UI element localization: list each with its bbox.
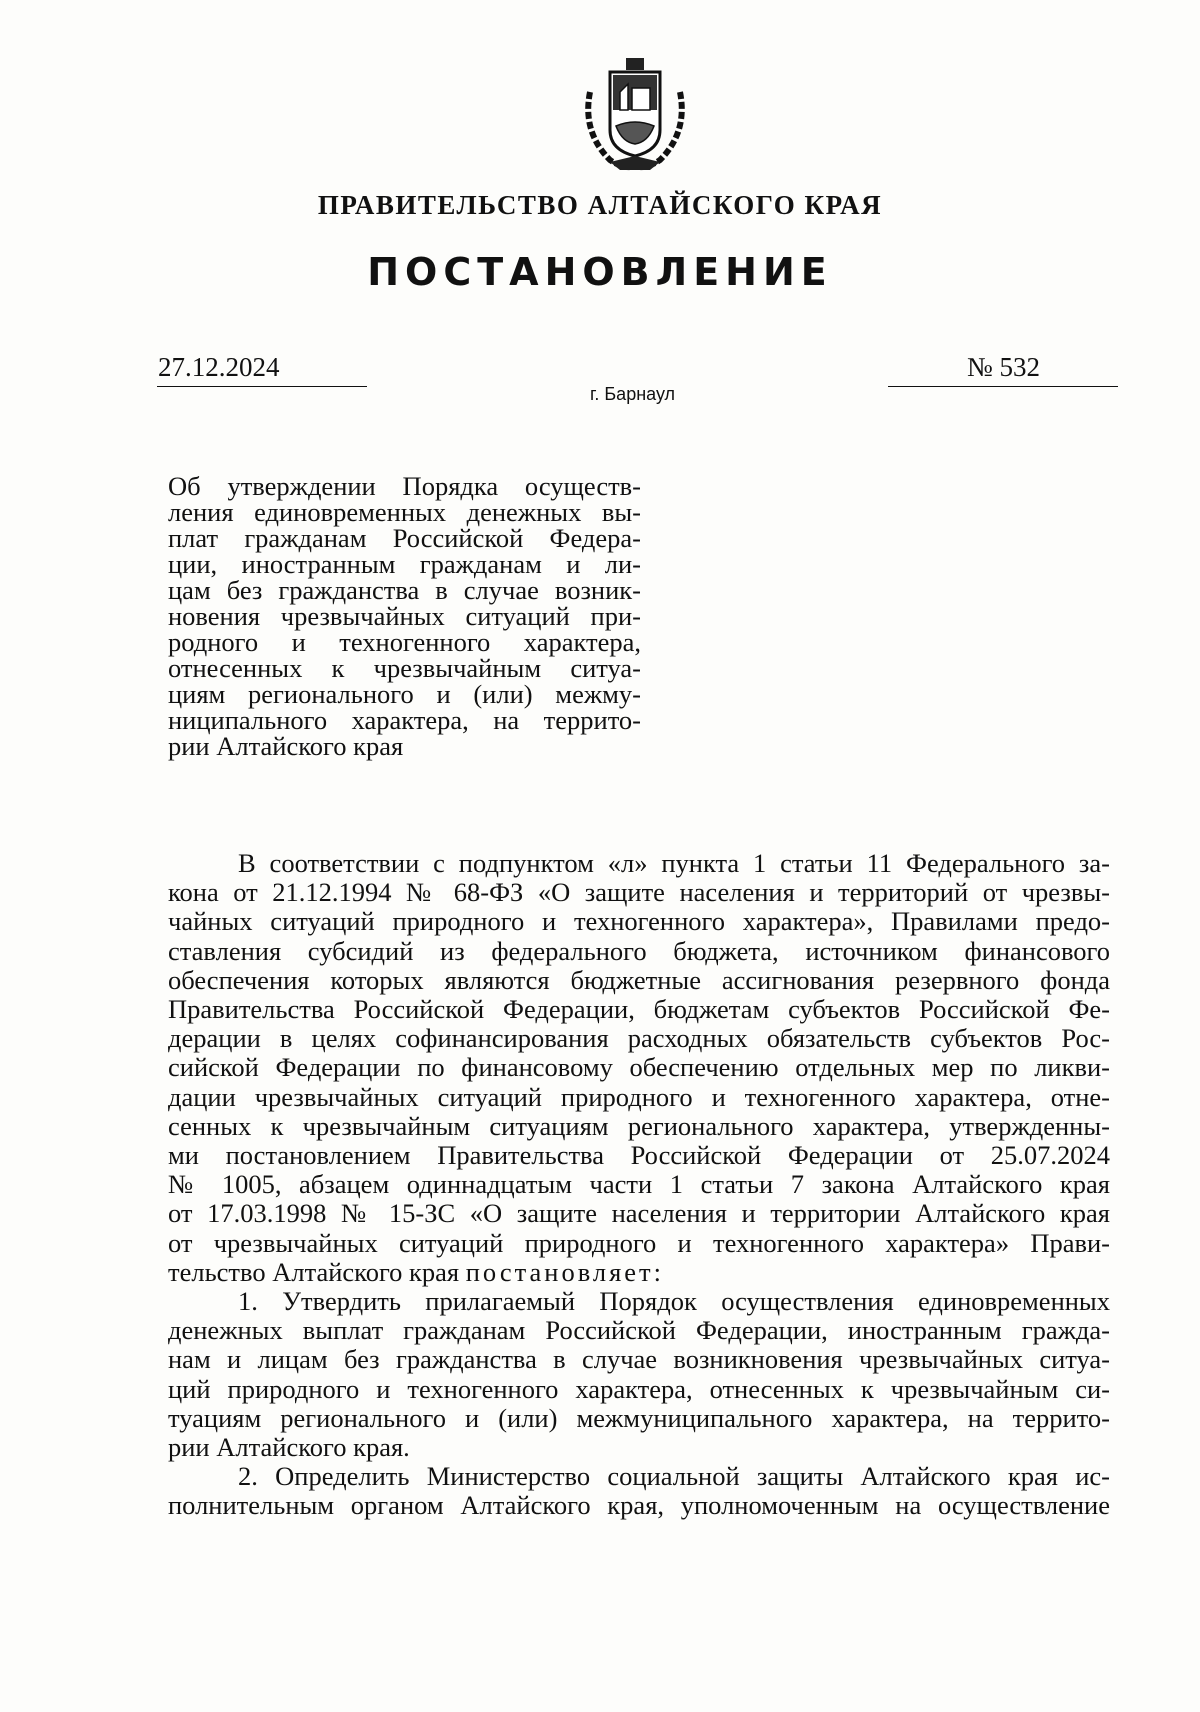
subject-line: ления единовременных денежных вы- bbox=[168, 497, 641, 527]
subject-line: плат гражданам Российской Федера- bbox=[168, 523, 641, 553]
body-line: Правительства Российской Федерации, бюджетам субъектов Российской Фе- bbox=[168, 994, 1110, 1025]
organization-title: ПРАВИТЕЛЬСТВО АЛТАЙСКОГО КРАЯ bbox=[317, 190, 883, 220]
body-line: обеспечения которых являются бюджетные ассигнования резервного фонда bbox=[168, 964, 1110, 995]
decree-word: постановляет: bbox=[465, 1256, 664, 1287]
preamble-paragraph bbox=[168, 849, 1110, 1287]
document-number bbox=[888, 352, 1118, 384]
body-line: В соответствии с подпунктом «л» пункта 1 статьи 11 Федерального за- bbox=[238, 848, 1110, 878]
body-line: рии Алтайского края. bbox=[168, 1432, 410, 1463]
document-body bbox=[168, 849, 1110, 1521]
altai-krai-coat-of-arms-icon bbox=[580, 52, 690, 174]
body-line: от чрезвычайных ситуаций природного и техногенного характера» Прави- bbox=[168, 1227, 1110, 1258]
body-line: № 1005, абзацем одиннадцатым части 1 статьи 7 закона Алтайского края bbox=[168, 1169, 1110, 1200]
body-line bbox=[168, 1258, 1110, 1287]
body-line: полнительным органом Алтайского края, уполномоченным на осуществление bbox=[168, 1490, 1110, 1521]
document-date bbox=[158, 352, 368, 384]
body-line: сенных к чрезвычайным ситуациям регионального характера, утвержденны- bbox=[168, 1110, 1110, 1141]
body-line: от 17.03.1998 № 15-ЗС «О защите населения и территории Алтайского края bbox=[168, 1198, 1110, 1229]
document-type-title: ПОСТАНОВЛЕНИЕ bbox=[367, 250, 833, 294]
subject-line: ниципального характера, на террито- bbox=[168, 705, 641, 735]
body-line: дерации в целях софинансирования расходных обязательств субъектов Рос- bbox=[168, 1023, 1110, 1054]
number-value: № 532 bbox=[967, 352, 1041, 382]
body-line: денежных выплат гражданам Российской Федерации, иностранным гражда- bbox=[168, 1315, 1110, 1346]
body-line: нам и лицам без гражданства в случае возникновения чрезвычайных ситуа- bbox=[168, 1344, 1110, 1375]
subject-line: родного и техногенного характера, bbox=[168, 627, 641, 657]
date-value: 27.12.2024 bbox=[158, 352, 280, 382]
subject-line: Об утверждении Порядка осуществ- bbox=[168, 471, 641, 501]
body-line: дации чрезвычайных ситуаций природного и техногенного характера, отне- bbox=[168, 1081, 1110, 1112]
body-line: чайных ситуаций природного и техногенного характера», Правилами предо- bbox=[168, 906, 1110, 937]
body-line: ций природного и техногенного характера, отнесенных к чрезвычайным си- bbox=[168, 1373, 1110, 1404]
body-line: 2. Определить Министерство социальной защиты Алтайского края ис- bbox=[238, 1461, 1110, 1492]
item-1-paragraph bbox=[168, 1287, 1110, 1462]
body-line: ми постановлением Правительства Российской Федерации от 25.07.2024 bbox=[168, 1140, 1110, 1171]
subject-line: циям регионального и (или) межму- bbox=[168, 679, 641, 709]
body-line: кона от 21.12.1994 № 68-ФЗ «О защите населения и территорий от чрезвы- bbox=[168, 877, 1110, 908]
number-underline bbox=[888, 386, 1118, 387]
item-2-paragraph bbox=[168, 1462, 1110, 1520]
subject-line: ции, иностранным гражданам и ли- bbox=[168, 549, 641, 579]
preamble-last-text: тельство Алтайского края bbox=[168, 1256, 466, 1287]
document-subject bbox=[168, 473, 641, 759]
date-underline bbox=[157, 386, 367, 387]
body-line: ставления субсидий из федерального бюджета, источником финансового bbox=[168, 935, 1110, 966]
subject-line: цам без гражданства в случае возник- bbox=[168, 575, 641, 605]
body-line: туациям регионального и (или) межмуниципального характера, на террито- bbox=[168, 1402, 1110, 1433]
subject-line: рии Алтайского края bbox=[168, 731, 404, 761]
subject-line: новения чрезвычайных ситуаций при- bbox=[168, 601, 641, 631]
subject-line: отнесенных к чрезвычайным ситуа- bbox=[168, 653, 641, 683]
body-line: 1. Утвердить прилагаемый Порядок осуществления единовременных bbox=[238, 1286, 1110, 1317]
body-line: сийской Федерации по финансовому обеспечению отдельных мер по ликви- bbox=[168, 1052, 1110, 1083]
document-city: г. Барнаул bbox=[590, 384, 676, 404]
